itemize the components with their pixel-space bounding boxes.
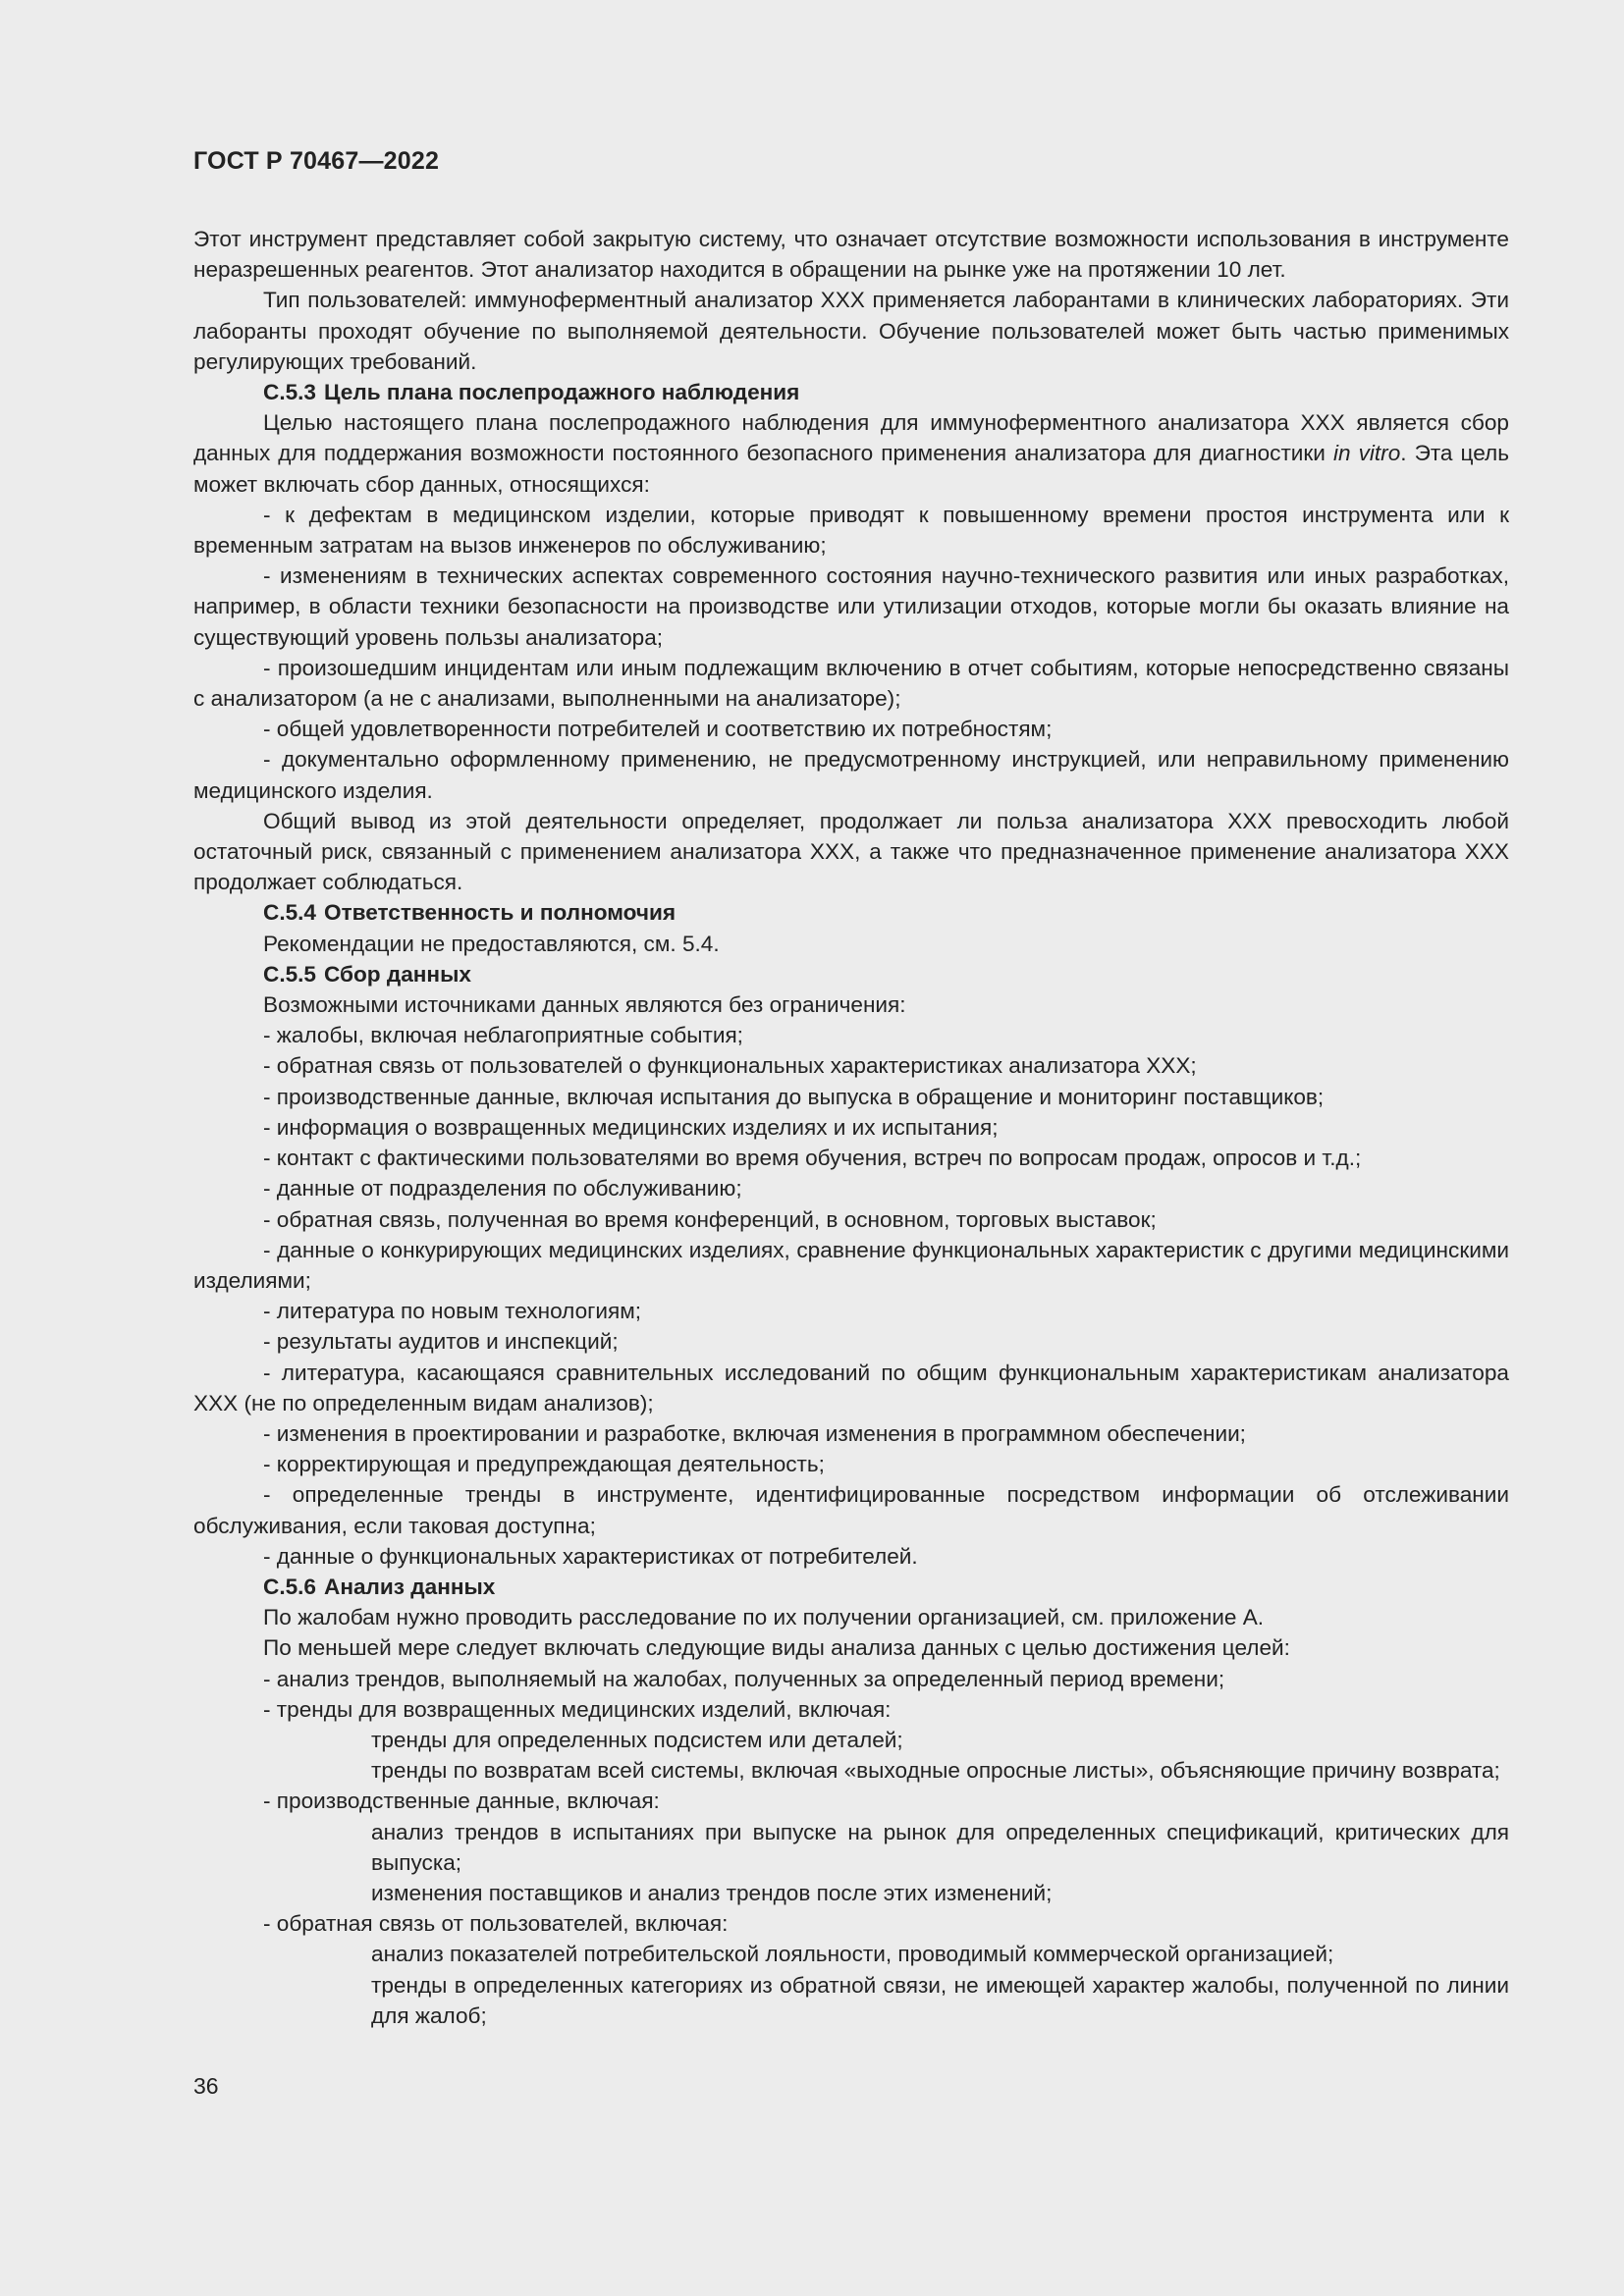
italic-term: in vitro	[1332, 441, 1401, 466]
list-item: - корректирующая и предупреждающая деятельность;	[263, 1452, 825, 1477]
list-item: анализ трендов в испытаниях при выпуске на рынок для определенных спецификаций, критических для выпуска;	[371, 1819, 1509, 1875]
list-item: тренды для определенных подсистем или деталей;	[371, 1727, 903, 1752]
paragraph: Возможными источниками данных являются без ограничения:	[263, 992, 906, 1018]
list-item: - жалобы, включая неблагоприятные события;	[263, 1023, 743, 1048]
section-title: Цель плана послепродажного наблюдения	[324, 380, 800, 405]
list-item: - производственные данные, включая:	[263, 1789, 660, 1814]
paragraph: Рекомендации не предоставляются, см. 5.4.	[263, 931, 720, 956]
list-item: - обратная связь от пользователей, включая:	[263, 1911, 729, 1937]
paragraph	[193, 407, 1509, 500]
list-item: - анализ трендов, выполняемый на жалобах, полученных за определенный период времени;	[263, 1666, 1225, 1691]
section-heading	[193, 897, 1509, 928]
list-item: - производственные данные, включая испытания до выпуска в обращение и мониторинг поставщиков;	[263, 1084, 1325, 1109]
list-item: - тренды для возвращенных медицинских изделий, включая:	[263, 1696, 892, 1722]
section-number: C.5.6	[263, 1574, 317, 1599]
section-heading	[193, 377, 1509, 407]
list-item: - изменения в проектировании и разработке, включая изменения в программном обеспечении;	[263, 1420, 1246, 1446]
list-item: - документально оформленному применению, не предусмотренному инструкцией, или неправильному применению медицинского изделия.	[193, 747, 1509, 803]
list-item: - литература по новым технологиям;	[263, 1299, 642, 1324]
section-title: Анализ данных	[324, 1574, 496, 1599]
section-heading	[193, 1572, 1509, 1602]
page-number: 36	[193, 2073, 219, 2099]
list-item: - к дефектам в медицинском изделии, которые приводят к повышенному времени простоя инструмента или к временным затратам на вызов инженеров по обслуживанию;	[193, 502, 1509, 559]
list-item: - контакт с фактическими пользователями во время обучения, встреч по вопросам продаж, опросов и т.д.;	[263, 1146, 1362, 1171]
list-item: - произошедшим инцидентам или иным подлежащим включению в отчет событиям, которые непосредственно связаны с анализатором (а не с анализами, выполненными на анализаторе);	[193, 655, 1509, 712]
list-item: изменения поставщиков и анализ трендов после этих изменений;	[371, 1880, 1053, 1905]
list-item: - данные о конкурирующих медицинских изделиях, сравнение функциональных характеристик с другими медицинскими изделиями;	[193, 1237, 1509, 1293]
list-item: тренды в определенных категориях из обратной связи, не имеющей характер жалобы, полученной по линии для жалоб;	[371, 1972, 1509, 2028]
list-item: анализ показателей потребительской лояльности, проводимый коммерческой организацией;	[371, 1942, 1334, 1967]
list-item: - определенные тренды в инструменте, идентифицированные посредством информации об отслеживании обслуживания, если таковая доступна;	[193, 1482, 1509, 1538]
page-body	[193, 224, 1509, 2031]
paragraph-text: Целью настоящего плана послепродажного наблюдения для иммуноферментного анализатора XXX является сбор данных для поддержания возможности постоянного безопасного применения анализатора для диагностики	[193, 410, 1509, 466]
paragraph: Общий вывод из этой деятельности определяет, продолжает ли польза анализатора XXX превосходить любой остаточный риск, связанный с применением анализатора XXX, а также что предназначенное применение анализатора XXX продолжает соблюдаться.	[193, 808, 1509, 895]
list-item: тренды по возвратам всей системы, включая «выходные опросные листы», объясняющие причину возврата;	[371, 1758, 1500, 1784]
list-item: - обратная связь от пользователей о функциональных характеристиках анализатора XXX;	[263, 1053, 1197, 1079]
section-title: Сбор данных	[324, 961, 471, 987]
list-item: - результаты аудитов и инспекций;	[263, 1329, 619, 1355]
section-number: C.5.3	[263, 380, 317, 405]
paragraph-text: . Эта цель может включать сбор данных, относящихся:	[193, 441, 1509, 497]
section-heading	[193, 959, 1509, 989]
paragraph: Тип пользователей: иммуноферментный анализатор XXX применяется лаборантами в клинических лабораториях. Эти лаборанты проходят обучение по выполняемой деятельности. Обучение пользователей может быть частью применимых регулирующих требований.	[193, 288, 1509, 374]
list-item: - изменениям в технических аспектах современного состояния научно-технического развития или иных разработках, например, в области техники безопасности на производстве или утилизации отходов, которые могли бы оказать влияние на существующий уровень пользы анализатора;	[193, 563, 1509, 650]
section-number: C.5.4	[263, 900, 317, 926]
list-item: - информация о возвращенных медицинских изделиях и их испытания;	[263, 1114, 999, 1140]
list-item: - общей удовлетворенности потребителей и соответствию их потребностям;	[263, 717, 1053, 742]
list-item: - литература, касающаяся сравнительных исследований по общим функциональным характеристикам анализатора XXX (не по определенным видам анализов);	[193, 1360, 1509, 1415]
standard-header: ГОСТ Р 70467—2022	[193, 147, 440, 175]
list-item: - обратная связь, полученная во время конференций, в основном, торговых выставок;	[263, 1206, 1157, 1232]
paragraph: Этот инструмент представляет собой закрытую систему, что означает отсутствие возможности использования в инструменте неразрешенных реагентов. Этот анализатор находится в обращении на рынке уже на протяжении 10 лет.	[193, 227, 1509, 283]
paragraph: По жалобам нужно проводить расследование по их получении организацией, см. приложение А.	[263, 1605, 1265, 1630]
section-number: C.5.5	[263, 961, 317, 987]
list-item: - данные от подразделения по обслуживанию;	[263, 1176, 742, 1201]
list-item: - данные о функциональных характеристиках от потребителей.	[263, 1543, 918, 1569]
section-title: Ответственность и полномочия	[324, 900, 677, 926]
paragraph: По меньшей мере следует включать следующие виды анализа данных с целью достижения целей:	[263, 1635, 1290, 1661]
